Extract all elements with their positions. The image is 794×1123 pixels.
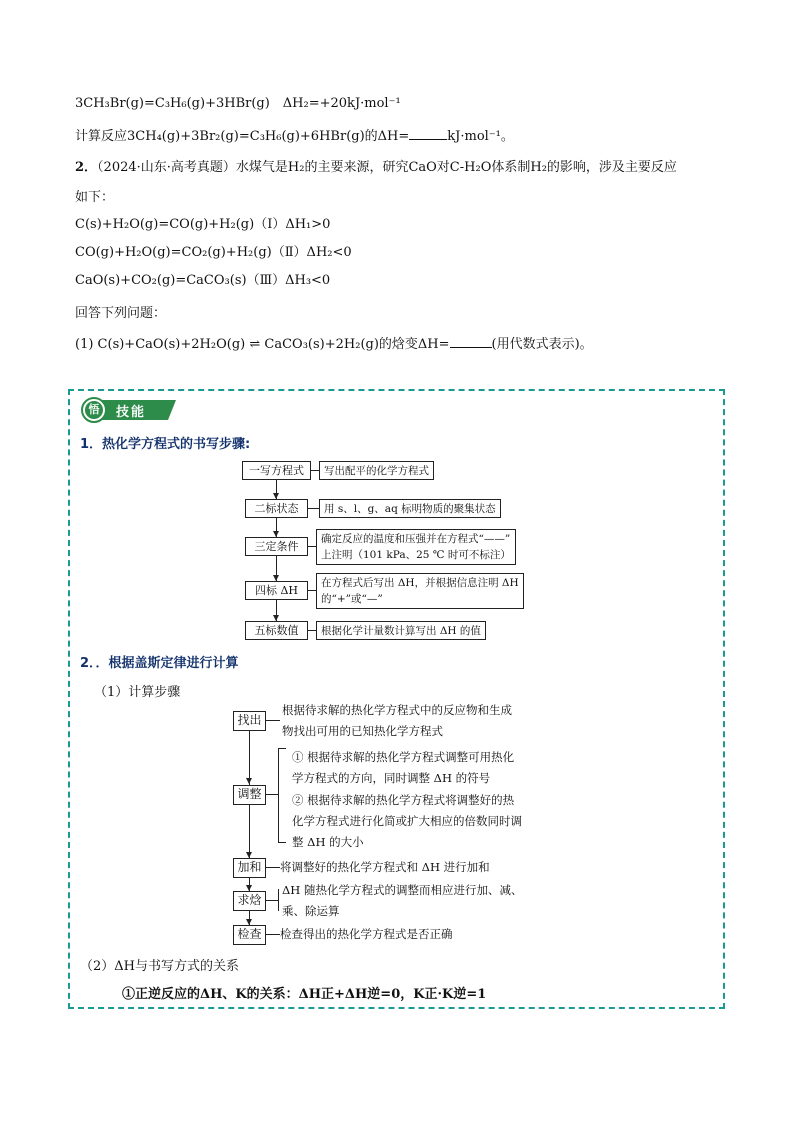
connector [266, 720, 280, 721]
flow2-add: 加和 [233, 858, 266, 878]
reaction-eq-1: 3CH₃Br(g)=C₃H₆(g)+3HBr(g) ΔH₂=+20kJ·mol⁻¹ [75, 96, 401, 111]
flow1-step-3: 三定条件 [245, 537, 308, 556]
flow2-find-desc-1: 根据待求解的热化学方程式中的反应物和生成 [282, 703, 512, 717]
flow2-check-desc: 检查得出的热化学方程式是否正确 [280, 927, 453, 941]
equilibrium-arrow-icon: ⇌ [249, 337, 261, 352]
reaction-II: CO(g)+H₂O(g)=CO₂(g)+H₂(g)（Ⅱ）ΔH₂<0 [75, 245, 352, 260]
flow1-step-4: 四标 ΔH [245, 581, 308, 600]
flow1-desc-3b: 上注明（101 kPa、25 ℃ 时可不标注） [321, 549, 511, 561]
flow2-find: 找出 [233, 711, 266, 731]
answer-prompt: 回答下列问题： [75, 306, 167, 321]
section2-title: 2．．根据盖斯定律进行计算 [80, 656, 239, 671]
q1-suffix: (用代数式表示)。 [491, 337, 593, 352]
connector [266, 867, 280, 868]
flow2-enthalpy-desc-2: 乘、除运算 [282, 904, 340, 918]
q1-prefix: (1) C(s)+CaO(s)+2H₂O(g) [75, 337, 246, 352]
connector [308, 508, 319, 509]
sub-heading-1: （1）计算步骤 [94, 685, 181, 700]
flow2-adjust-desc-1: ① 根据待求解的热化学方程式调整可用热化 [292, 750, 515, 764]
flow2-adjust-desc-4: 化学方程式进行化简或扩大相应的倍数同时调 [292, 814, 522, 828]
connector [311, 470, 319, 471]
connector [278, 842, 286, 843]
section1-title: 1．热化学方程式的书写步骤: [80, 437, 251, 452]
problem-number: 2． [75, 160, 98, 175]
question-line [75, 127, 514, 146]
sub-heading-2: （2）ΔH与书写方式的关系 [80, 959, 239, 974]
adjust-bracket [278, 748, 279, 842]
enthalpy-bracket [278, 889, 279, 911]
problem2-line1 [75, 159, 677, 177]
flow2-adjust-desc-5: 整 ΔH 的大小 [292, 835, 364, 849]
flow2-adjust: 调整 [233, 785, 266, 805]
badge-char: 悟 [88, 403, 100, 416]
flow2-enthalpy-desc-1: ΔH 随热化学方程式的调整而相应进行加、减、 [282, 883, 523, 897]
answer-blank [409, 127, 447, 140]
flow1-desc-1: 写出配平的化学方程式 [319, 461, 434, 480]
flow1-step-5: 五标数值 [245, 621, 308, 640]
answer-blank-2 [450, 335, 492, 348]
connector [266, 934, 280, 935]
connector [278, 748, 286, 749]
flow2-check: 检查 [233, 925, 266, 945]
flow1-desc-3 [316, 529, 516, 565]
flow2-find-desc-2: 物找出可用的已知热化学方程式 [282, 724, 443, 738]
question-suffix: kJ·mol⁻¹。 [447, 129, 514, 144]
flow1-desc-4 [316, 573, 524, 609]
flow2-add-desc: 将调整好的热化学方程式和 ΔH 进行加和 [280, 860, 490, 874]
reaction-III: CaO(s)+CO₂(g)=CaCO₃(s)（Ⅲ）ΔH₃<0 [75, 273, 331, 288]
connector [308, 590, 316, 591]
flow1-step-1: 一写方程式 [242, 461, 311, 480]
flow1-desc-4a: 在方程式后写出 ΔH，并根据信息注明 ΔH [321, 577, 519, 589]
connector [308, 630, 316, 631]
flow1-desc-4b: 的“+”或“—” [321, 593, 383, 605]
connector [266, 900, 278, 901]
sub-question-1 [75, 335, 593, 354]
problem-source: （2024·山东·高考真题） [97, 160, 236, 175]
q1-mid: CaCO₃(s)+2H₂(g)的焓变ΔH= [264, 337, 450, 352]
flow2-enthalpy: 求焓 [233, 891, 266, 911]
flow2-adjust-desc-2: 学方程式的方向，同时调整 ΔH 的符号 [292, 771, 491, 785]
relation-line: ①正逆反应的ΔH、K的关系：ΔH正+ΔH逆=0，K正·K逆=1 [122, 987, 487, 1002]
flow1-desc-5: 根据化学计量数计算写出 ΔH 的值 [316, 621, 486, 640]
problem2-line2: 如下： [75, 190, 115, 205]
flow2-adjust-desc-3: ② 根据待求解的热化学方程式将调整好的热 [292, 793, 515, 807]
connector [266, 794, 278, 795]
problem-text: 水煤气是H₂的主要来源，研究CaO对C-H₂O体系制H₂的影响，涉及主要反应 [235, 160, 677, 175]
question-reaction: 3CH₄(g)+3Br₂(g)=C₃H₆(g)+6HBr(g)的ΔH= [127, 129, 410, 144]
flow1-step-2: 二标状态 [245, 499, 308, 518]
arrow-down-icon [246, 778, 252, 784]
reaction-I: C(s)+H₂O(g)=CO(g)+H₂(g)（Ⅰ）ΔH₁>0 [75, 217, 331, 232]
question-prefix: 计算反应 [75, 129, 128, 144]
flow1-desc-2: 用 s、l、g、aq 标明物质的聚集状态 [319, 499, 501, 518]
connector [308, 546, 316, 547]
badge-text: 技能 [116, 405, 147, 420]
flow1-desc-3a: 确定反应的温度和压强并在方程式“——” [321, 533, 511, 545]
